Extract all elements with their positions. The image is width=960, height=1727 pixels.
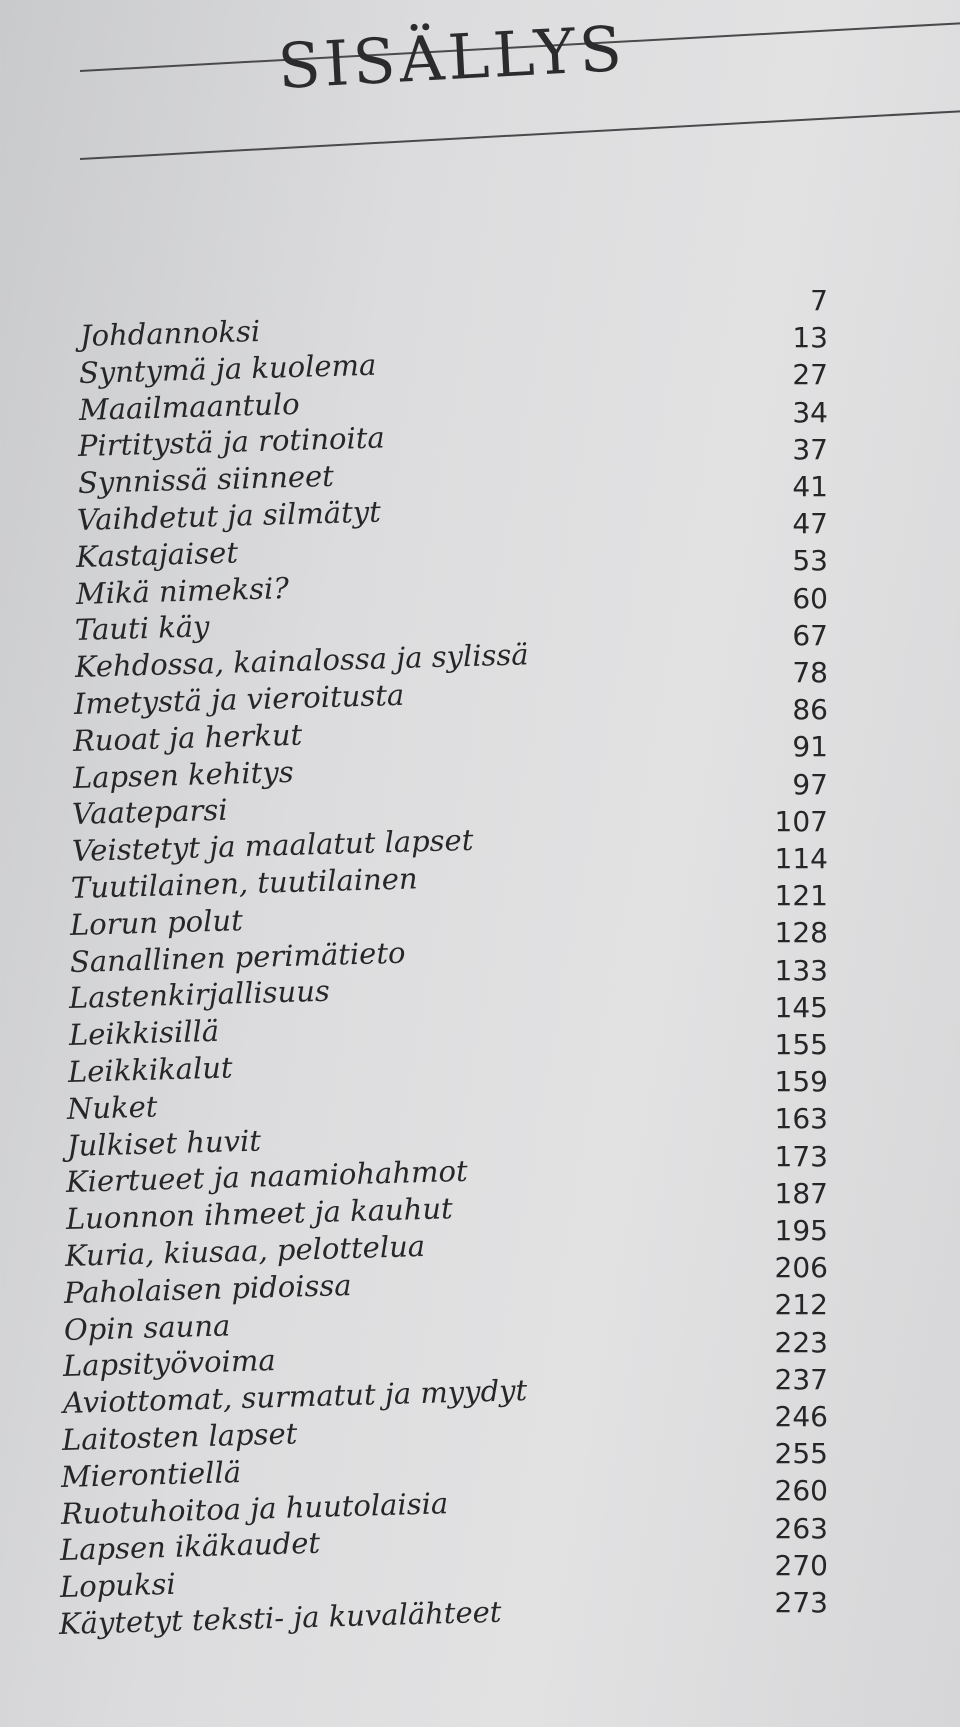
toc-entry-page-number: 246 [774,1400,828,1433]
toc-entry-title: Luonnon ihmeet ja kauhut [65,1191,453,1237]
toc-entry-title: Veistetyt ja maalatut lapset [71,822,474,869]
toc-entry-title: Sanallinen perimätieto [69,935,406,979]
toc-entry-page-number: 78 [792,656,828,689]
toc-entry-page-number: 145 [774,990,828,1024]
toc-entry-title: Vaihdetut ja silmätyt [76,494,382,537]
toc-entry-page-number: 114 [774,842,828,875]
toc-entry-title: Maailmaantulo [78,386,300,427]
toc-entry-title: Syntymä ja kuolema [78,347,378,390]
toc-entry-page-number: 187 [774,1176,828,1210]
toc-entry-page-number: 60 [792,581,828,615]
toc-entry-page-number: 91 [792,730,828,764]
toc-entry-title: Tauti käy [74,609,211,648]
toc-entry-page-number: 37 [792,432,828,466]
toc-entry-page-number: 128 [774,916,828,950]
toc-entry-page-number: 260 [774,1474,828,1508]
toc-entry-page-number: 195 [774,1214,828,1247]
toc-entry-title: Leikkisillä [68,1014,220,1053]
toc-entry-title: Käytetyt teksti- ja kuvalähteet [58,1594,502,1641]
toc-entry-title: Mierontiellä [60,1454,242,1494]
toc-entry-title: Laitosten lapset [61,1416,298,1457]
toc-entry-title: Lapsen ikäkaudet [59,1526,321,1568]
toc-entry-title: Synnissä siinneet [77,459,334,501]
toc-entry-title: Lapsen kehitys [72,754,294,795]
toc-entry-page-number: 97 [792,767,828,801]
toc-entry-page-number: 212 [774,1288,828,1322]
toc-entry-title: Kuria, kiusaa, pelottelua [64,1228,426,1273]
toc-entry-title: Vaateparsi [71,793,229,832]
toc-entry-title: Ruotuhoitoa ja huutolaisia [60,1485,449,1531]
toc-entry-page-number: 86 [792,693,828,727]
toc-entry-page-number: 237 [774,1362,828,1396]
toc-entry-page-number: 155 [774,1028,828,1061]
toc-entry-title: Kehdossa, kainalossa ja sylissä [74,637,529,685]
toc-entry-title: Tuutilainen, tuutilainen [70,861,419,905]
toc-entry-title: Kiertueet ja naamiohahmot [65,1154,469,1200]
toc-entry-page-number: 255 [774,1437,828,1471]
toc-entry-page-number: 159 [774,1065,828,1099]
toc-entry-title: Leikkikalut [67,1050,233,1089]
page-title: SISÄLLYS [276,11,628,103]
toc-entry-page-number: 263 [774,1511,828,1545]
toc-entry-page-number: 34 [792,395,828,429]
toc-entry-page-number: 133 [774,953,828,987]
toc-entry-title: Lapsityövoima [62,1343,277,1384]
toc-entry-page-number: 107 [774,804,828,838]
toc-entry-title: Julkiset huvit [66,1123,262,1163]
toc-entry-title: Ruoat ja herkut [72,717,304,758]
toc-entry-page-number: 7 [810,284,828,317]
toc-entry-title: Opin sauna [63,1307,231,1347]
toc-entry-title: Paholaisen pidoissa [63,1267,353,1310]
toc-entry-page-number: 41 [792,470,828,503]
toc-entry-page-number: 273 [774,1586,828,1619]
toc-entry-page-number: 163 [774,1102,828,1136]
toc-entry-page-number: 53 [792,544,828,578]
toc-entry-title: Aviottomat, surmatut ja myydyt [62,1373,528,1421]
toc-entry-page-number: 47 [792,507,828,541]
toc-entry-page-number: 206 [774,1251,828,1285]
toc-entry-page-number: 270 [774,1548,828,1582]
toc-entry-title: Imetystä ja vieroitusta [73,677,405,721]
toc-entry-title: Johdannoksi [79,313,261,353]
toc-entry-page-number: 27 [792,358,828,392]
toc-entry-title: Lorun polut [69,902,244,942]
toc-entry-title: Pirtitystä ja rotinoita [77,420,386,464]
toc-entry-title: Kastajaiset [75,535,239,574]
toc-entry-page-number: 121 [774,879,828,913]
toc-entry-page-number: 173 [774,1139,828,1173]
toc-entry-page-number: 67 [792,618,828,652]
toc-entry-title: Nuket [66,1089,159,1126]
toc-entry-page-number: 13 [792,321,828,355]
toc-entry-title: Mikä nimeksi? [75,570,290,611]
toc-entry-page-number: 223 [774,1325,828,1359]
toc-entry-title: Lastenkirjallisuus [68,974,331,1016]
toc-entry-title: Lopuksi [59,1566,176,1605]
